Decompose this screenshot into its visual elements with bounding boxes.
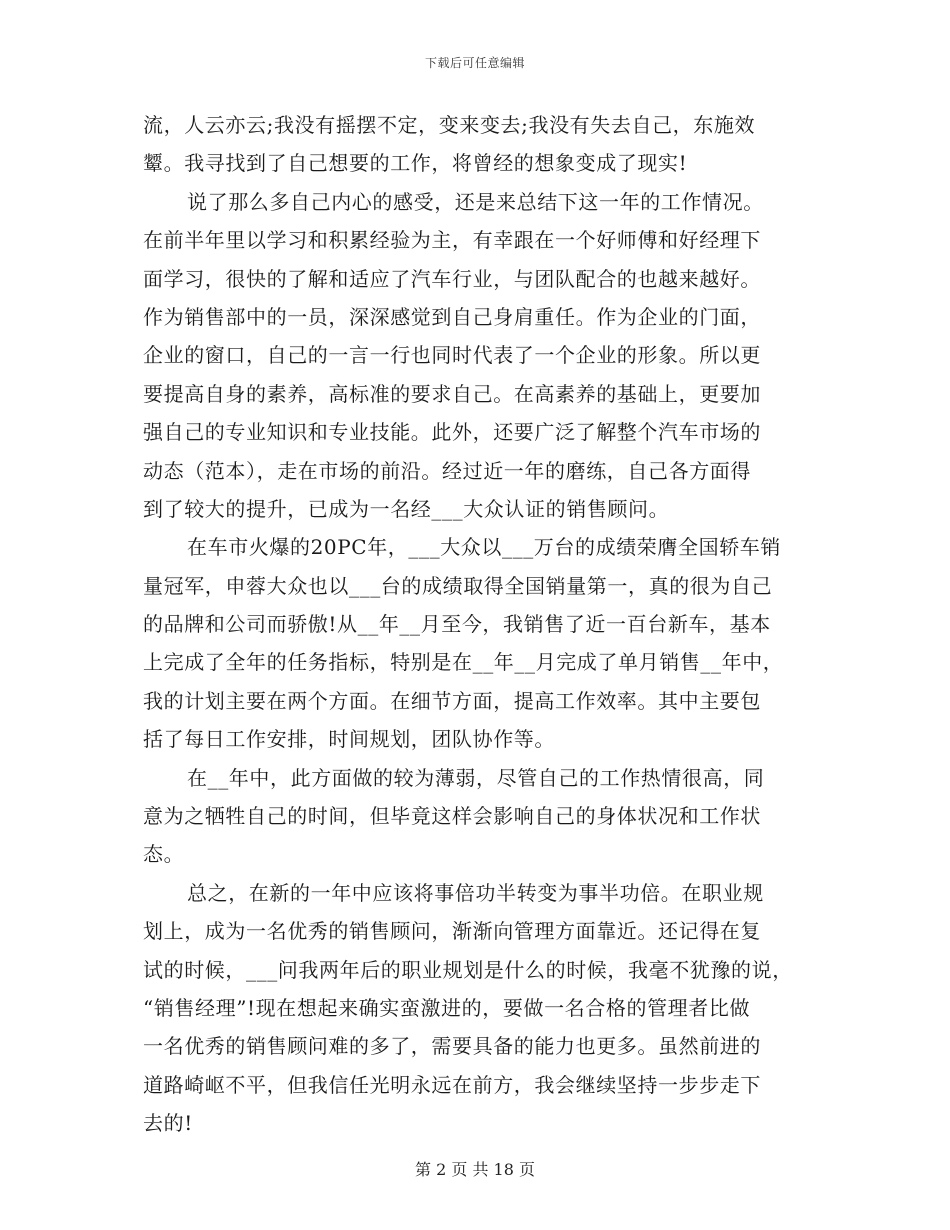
text-line: 在前半年里以学习和积累经验为主，有幸跟在一个好师傅和好经理下 bbox=[143, 228, 761, 253]
text-line: 颦。我寻找到了自己想要的工作，将曾经的想象变成了现实! bbox=[143, 151, 688, 176]
paragraph-first-line: 总之，在新的一年中应该将事倍功半转变为事半功倍。在职业规 bbox=[187, 880, 764, 905]
text-line: 试的时候，___问我两年后的职业规划是什么的时候，我毫不犹豫的说， bbox=[143, 957, 793, 982]
paragraph-first-line: 在__年中，此方面做的较为薄弱，尽管自己的工作热情很高，同 bbox=[187, 765, 765, 790]
page-header-note: 下载后可任意编辑 bbox=[424, 56, 525, 70]
text-line: 一名优秀的销售顾问难的多了，需要具备的能力也更多。虽然前进的 bbox=[143, 1034, 761, 1059]
text-line: 流，人云亦云;我没有摇摆不定，变来变去;我没有失去自己，东施效 bbox=[143, 113, 756, 137]
text-line: 动态（范本），走在市场的前沿。经过近一年的磨练，自己各方面得 bbox=[143, 458, 751, 483]
text-line: 括了每日工作安排，时间规划，团队协作等。 bbox=[143, 727, 555, 752]
text-line: 企业的窗口，自己的一言一行也同时代表了一个企业的形象。所以更 bbox=[143, 343, 761, 368]
paragraph-first-line: 说了那么多自己内心的感受，还是来总结下这一年的工作情况。 bbox=[187, 189, 764, 214]
page-number-footer: 第 2 页 共 18 页 bbox=[415, 1160, 535, 1179]
text-line: “销售经理”!现在想起来确实蛮激进的，要做一名合格的管理者比做 bbox=[143, 995, 751, 1020]
text-line: 意为之牺牲自己的时间，但毕竟这样会影响自己的身体状况和工作状 bbox=[143, 804, 761, 829]
text-line: 上完成了全年的任务指标，特别是在__年__月完成了单月销售__年中， bbox=[143, 650, 784, 675]
text-line: 态。 bbox=[143, 842, 185, 867]
text-line: 量冠军，申蓉大众也以___台的成绩取得全国销量第一，真的很为自己 bbox=[143, 573, 773, 598]
text-line: 的品牌和公司而骄傲!从__年__月至今，我销售了近一百台新车，基本 bbox=[143, 612, 771, 637]
text-line: 我的计划主要在两个方面。在细节方面，提高工作效率。其中主要包 bbox=[143, 688, 761, 713]
text-line: 道路崎岖不平，但我信任光明永远在前方，我会继续坚持一步步走下 bbox=[143, 1072, 761, 1097]
text-line: 划上，成为一名优秀的销售顾问，渐渐向管理方面靠近。还记得在复 bbox=[143, 919, 761, 944]
text-line: 要提高自身的素养，高标准的要求自己。在高素养的基础上，更要加 bbox=[143, 381, 761, 406]
text-line: 去的! bbox=[143, 1111, 193, 1136]
text-line: 面学习，很快的了解和适应了汽车行业，与团队配合的也越来越好。 bbox=[143, 266, 761, 291]
text-line: 到了较大的提升，已成为一名经___大众认证的销售顾问。 bbox=[143, 496, 670, 521]
text-line: 强自己的专业知识和专业技能。此外，还要广泛了解整个汽车市场的 bbox=[143, 420, 761, 445]
text-line: 作为销售部中的一员，深深感觉到自己身肩重任。作为企业的门面， bbox=[143, 304, 761, 329]
document-body bbox=[143, 106, 811, 1143]
paragraph-first-line: 在车市火爆的20PC年，___大众以___万台的成绩荣膺全国轿车销 bbox=[187, 535, 782, 560]
